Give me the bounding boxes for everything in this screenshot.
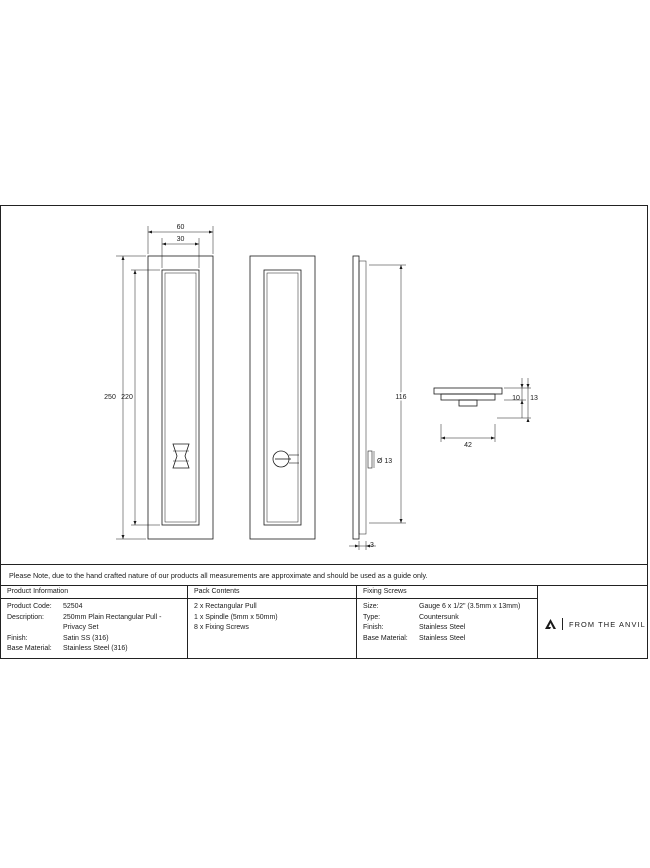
table-row: Finish: Satin SS (316): [7, 634, 109, 642]
list-item: 2 x Rectangular Pull: [194, 603, 257, 610]
anvil-a-logo-icon: [544, 618, 557, 630]
dim-side-height: 116: [395, 394, 407, 401]
drawing-sheet: [0, 205, 648, 659]
front-plate: [148, 256, 213, 539]
dim-screw-head: 42: [464, 442, 472, 449]
product-information-header: Product Information: [1, 586, 187, 599]
dim-overall-height: 250: [104, 394, 116, 401]
brand-name: FROM THE ANVIL: [569, 619, 646, 629]
pack-contents-table: [187, 586, 356, 659]
dim-depth-b: 13: [530, 395, 538, 402]
dim-inner-height: 220: [121, 394, 133, 401]
table-row: Base Material: Stainless Steel: [363, 634, 466, 642]
fixing-screws-header: Fixing Screws: [357, 586, 537, 599]
rear-recess: [264, 270, 301, 525]
fixing-screws-table: [356, 586, 537, 659]
table-row: Size: Gauge 6 x 1/2" (3.5mm x 13mm): [363, 603, 521, 610]
side-plate: [353, 256, 359, 539]
dim-inner-width: 30: [176, 236, 185, 243]
rear-plate: [250, 256, 315, 539]
product-information-table: [1, 586, 187, 659]
list-item: 1 x Spindle (5mm x 50mm): [194, 613, 278, 621]
brand-block: [537, 586, 649, 659]
fixing-screw-drawing: [434, 388, 502, 406]
dim-projection: 3: [370, 542, 374, 549]
dim-front-width: 60: [176, 224, 185, 231]
table-row: Description: 250mm Plain Rectangular Pull - Privacy Set: [7, 613, 162, 631]
list-item: 8 x Fixing Screws: [194, 624, 249, 631]
dim-depth-a: 10: [512, 395, 520, 402]
turn-knob-icon: [173, 444, 189, 468]
table-row: Base Material: Stainless Steel (316): [7, 645, 128, 652]
table-row: Product Code: 52504: [7, 603, 83, 610]
emergency-release-icon: [273, 451, 299, 467]
table-row: Finish: Stainless Steel: [363, 624, 466, 631]
technical-drawing: [1, 206, 647, 566]
table-row: Type: Countersunk: [363, 613, 459, 621]
dim-spindle-diameter: Ø 13: [377, 458, 393, 465]
disclaimer-note: Please Note, due to the hand crafted nature of our products all measurements are approximate and should be used as a guide only.: [9, 571, 428, 580]
front-recess: [162, 270, 199, 525]
pack-contents-header: Pack Contents: [188, 586, 356, 599]
